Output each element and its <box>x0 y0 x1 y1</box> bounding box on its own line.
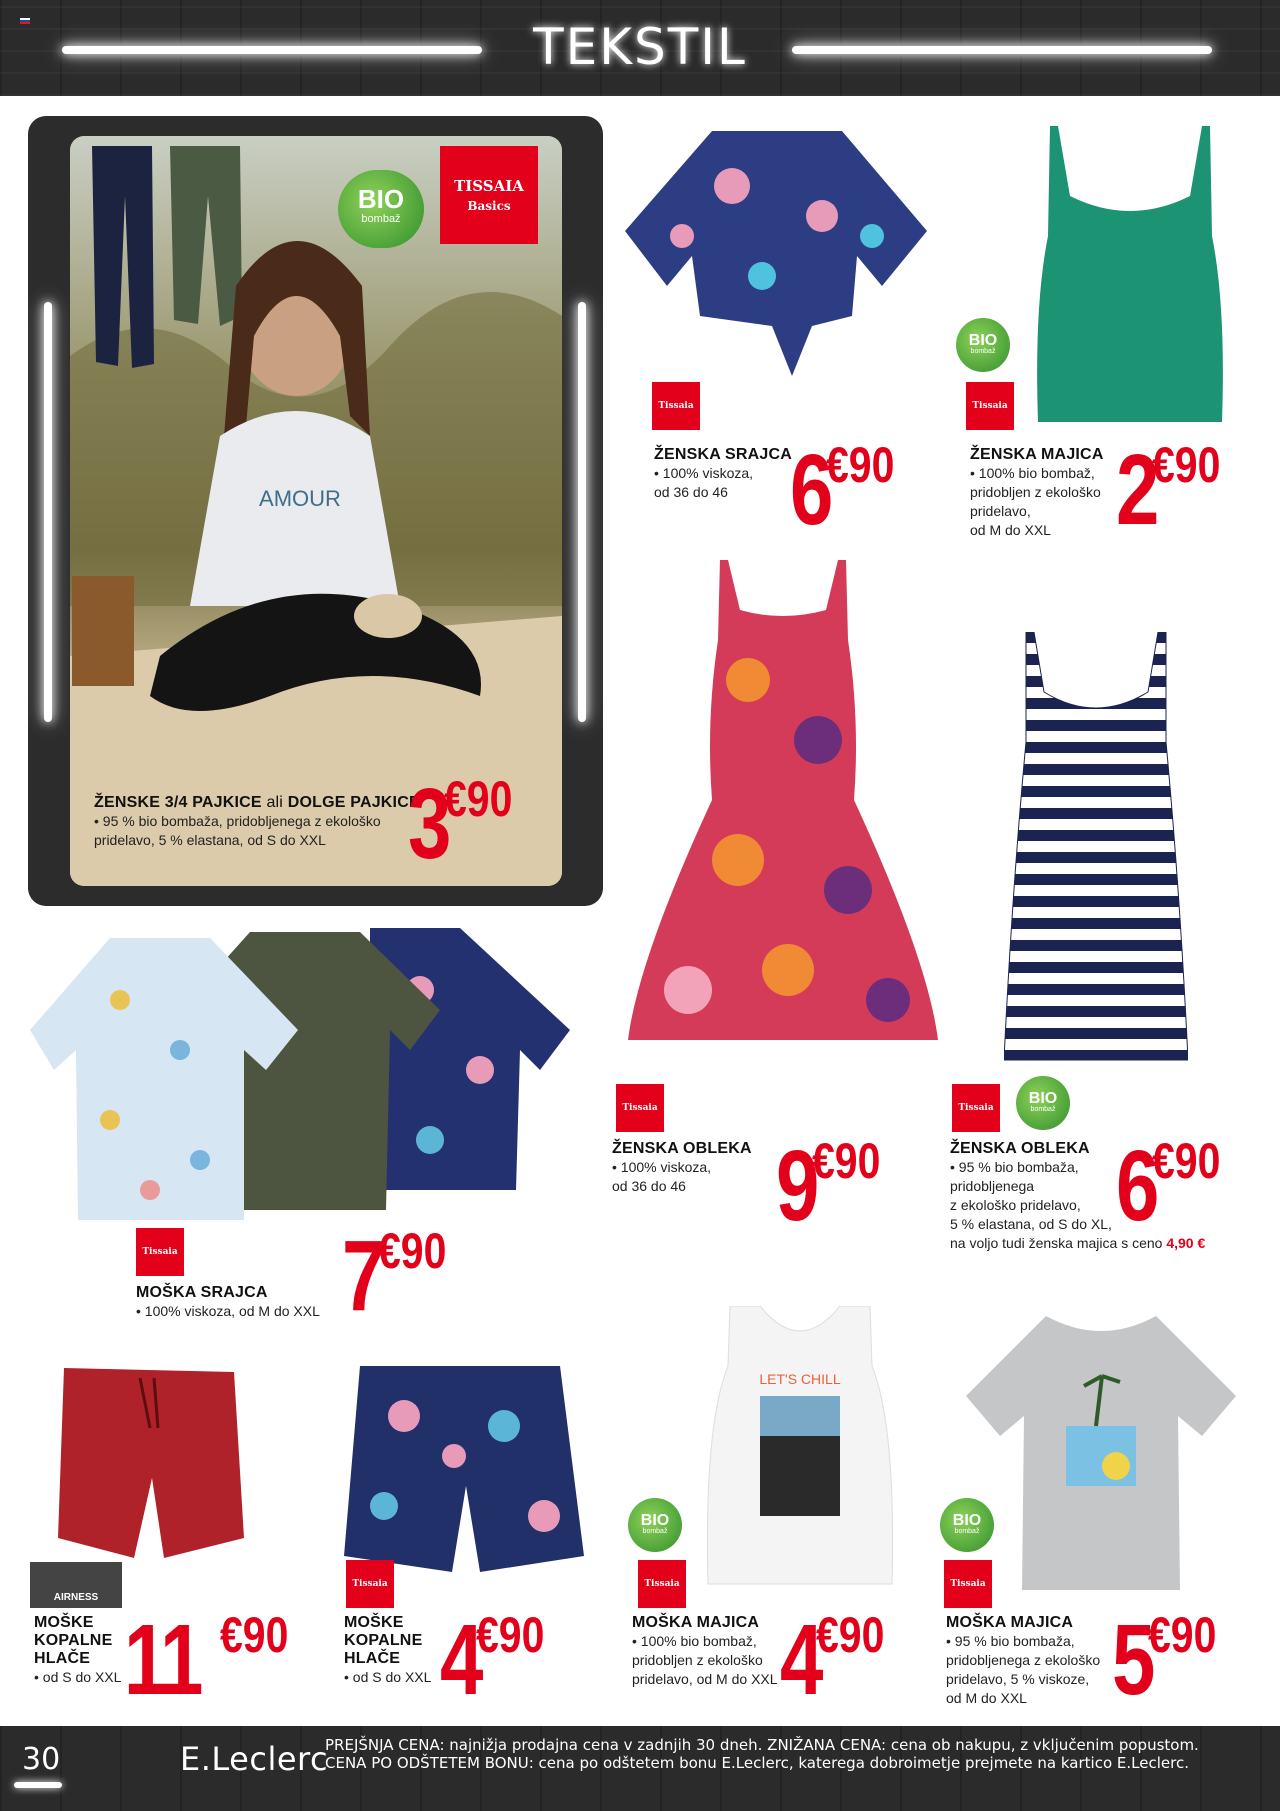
header-bar <box>0 0 1280 96</box>
mens-tshirt-label <box>946 1614 1126 1708</box>
womens-tank-label <box>970 446 1120 540</box>
product-desc-line: pridelavo, 5 % elastana, od S do XXL <box>94 832 326 848</box>
brand-name: Tissaia <box>352 1579 388 1589</box>
product-desc-line: • 100% bio bombaž, <box>632 1633 757 1649</box>
price-cents: €90 <box>377 1223 447 1279</box>
neon-underline <box>14 1782 62 1788</box>
print-text: LET'S CHILL <box>759 1371 841 1387</box>
mens-tank-price <box>780 1604 899 1716</box>
product-title: HLAČE <box>34 1650 91 1667</box>
product-title: MOŠKE <box>34 1614 94 1631</box>
tissaia-logo <box>136 1228 184 1276</box>
bio-label: BIO <box>968 332 998 349</box>
bio-label: BIO <box>640 1512 670 1529</box>
leggings-label <box>94 794 424 850</box>
tissaia-logo <box>616 1084 664 1132</box>
disclaimer-line: CENA PO ODŠTETEM BONU: cena po odštetem bonu E.Leclerc, katerega dobroimetje prejmete na kartico E.Leclerc. <box>325 1754 1189 1772</box>
brand-name: TISSAIA <box>454 177 524 195</box>
floral-swim-price <box>440 1604 559 1716</box>
product-title: MOŠKA MAJICA <box>946 1614 1074 1631</box>
bio-cotton-badge <box>956 318 1010 372</box>
mens-shirts-image <box>30 920 570 1220</box>
tissaia-logo <box>944 1560 992 1608</box>
product-title: ŽENSKA OBLEKA <box>612 1140 752 1157</box>
slovenia-flag-icon <box>20 18 30 24</box>
brand-name: Tissaia <box>658 401 694 411</box>
alt-item-price: 4,90 € <box>1166 1235 1206 1251</box>
womens-shirt-image <box>622 126 932 396</box>
mens-tank-image <box>700 1306 900 1586</box>
price-cents: €90 <box>219 1607 289 1663</box>
product-title: ŽENSKA SRAJCA <box>654 446 793 463</box>
product-desc-line: od 36 do 46 <box>612 1178 686 1194</box>
product-desc-line: pridobljen z ekološko <box>632 1652 763 1668</box>
womens-tank-price <box>1116 434 1235 546</box>
product-title: MOŠKE <box>344 1614 404 1631</box>
bio-label: BIO <box>357 184 405 214</box>
page-number: 30 <box>22 1742 61 1777</box>
floral-dress-price <box>776 1130 895 1242</box>
bio-cotton-badge <box>940 1498 994 1552</box>
red-swim-shorts-image <box>54 1368 244 1568</box>
brand-logo: E.Leclerc <box>180 1740 329 1778</box>
bio-sublabel: bombaž <box>1030 1106 1056 1113</box>
brand-name: Tissaia <box>622 1103 658 1113</box>
striped-dress-price <box>1116 1130 1235 1242</box>
red-swim-price <box>124 1604 303 1716</box>
product-title: KOPALNE <box>34 1632 113 1649</box>
tissaia-logo <box>966 382 1014 430</box>
product-desc-line: • 95 % bio bombaža, pridobljenega z ekološko <box>94 813 381 829</box>
bio-cotton-badge <box>1016 1076 1070 1130</box>
price-euros: 6 <box>1116 1130 1157 1242</box>
bio-label: BIO <box>1028 1090 1058 1107</box>
brand-name: Tissaia <box>644 1579 680 1589</box>
product-title: MOŠKA SRAJCA <box>136 1284 268 1301</box>
bio-cotton-badge <box>628 1498 682 1552</box>
price-euros: 2 <box>1116 434 1157 546</box>
footer-bar <box>0 1726 1280 1811</box>
price-euros: 4 <box>440 1604 481 1716</box>
striped-dress-image <box>1004 632 1188 1062</box>
price-euros: 11 <box>124 1604 201 1716</box>
product-title: ŽENSKA OBLEKA <box>950 1140 1090 1157</box>
mens-tshirt-image <box>966 1316 1236 1592</box>
product-desc-line: pridobljen z ekološko <box>970 484 1101 500</box>
product-desc-line: • 95 % bio bombaža, <box>946 1633 1075 1649</box>
tissaia-logo <box>638 1560 686 1608</box>
womens-shirt-price <box>790 434 909 546</box>
brand-name: Tissaia <box>958 1103 994 1113</box>
price-cents: €90 <box>443 771 513 827</box>
price-euros: 7 <box>342 1220 383 1332</box>
product-desc-line: • 95 % bio bombaža, <box>950 1159 1079 1175</box>
product-title: ŽENSKE 3/4 PAJKICE <box>94 794 262 811</box>
floral-swim-label <box>344 1614 444 1687</box>
product-desc-line: pridelavo, <box>970 503 1031 519</box>
floral-swim-shorts-image <box>344 1366 584 1576</box>
floral-dress-image <box>628 560 938 1050</box>
brand-subname: Basics <box>467 199 511 213</box>
product-desc-line: od M do XXL <box>946 1690 1027 1706</box>
product-desc-line: pridelavo, od M do XXL <box>632 1671 778 1687</box>
section-title: TEKSTIL <box>533 18 747 76</box>
price-euros: 5 <box>1112 1604 1153 1716</box>
tissaia-logo <box>952 1084 1000 1132</box>
product-title: ŽENSKA MAJICA <box>970 446 1104 463</box>
product-desc-line: 5 % elastana, od S do XL, <box>950 1216 1112 1232</box>
womens-shirt-label <box>654 446 804 502</box>
product-desc-line: • 100% viskoza, od M do XXL <box>136 1303 320 1319</box>
product-desc-line: • 100% bio bombaž, <box>970 465 1095 481</box>
bio-cotton-badge <box>338 170 424 248</box>
product-desc-line: • od S do XXL <box>344 1669 432 1685</box>
product-title-conjunction: ali <box>266 794 284 811</box>
neon-light-right <box>792 46 1212 54</box>
mens-shirt-price <box>342 1220 461 1332</box>
mens-tank-label <box>632 1614 802 1689</box>
price-euros: 4 <box>780 1604 821 1716</box>
product-desc-line: • 100% viskoza, <box>612 1159 712 1175</box>
price-cents: €90 <box>1147 1607 1217 1663</box>
womens-tank-image <box>1030 126 1230 426</box>
product-title: HLAČE <box>344 1650 401 1667</box>
price-cents: €90 <box>811 1133 881 1189</box>
airness-logo <box>30 1562 122 1608</box>
product-desc-line: • od S do XXL <box>34 1669 122 1685</box>
price-cents: €90 <box>475 1607 545 1663</box>
price-cents: €90 <box>1151 1133 1221 1189</box>
brand-name: AIRNESS <box>53 1592 99 1603</box>
floral-dress-label <box>612 1140 762 1196</box>
product-desc-line: z ekološko pridelavo, <box>950 1197 1081 1213</box>
bio-sublabel: bombaž <box>361 213 401 225</box>
price-cents: €90 <box>1151 437 1221 493</box>
bio-sublabel: bombaž <box>954 1528 980 1535</box>
product-title: MOŠKA MAJICA <box>632 1614 760 1631</box>
red-swim-label <box>34 1614 134 1687</box>
product-desc-line: pridelavo, 5 % viskoze, <box>946 1671 1090 1687</box>
bio-sublabel: bombaž <box>970 348 996 355</box>
product-desc-line: pridobljenega z ekološko <box>946 1652 1101 1668</box>
tissaia-logo <box>652 382 700 430</box>
bio-sublabel: bombaž <box>642 1528 668 1535</box>
shirt-print: AMOUR <box>259 486 341 511</box>
product-desc-line: • 100% viskoza, <box>654 465 754 481</box>
price-euros: 9 <box>776 1130 817 1242</box>
product-desc-line: pridobljenega <box>950 1178 1035 1194</box>
price-euros: 6 <box>790 434 831 546</box>
mens-shirt-label <box>136 1284 356 1321</box>
product-desc-line: od 36 do 46 <box>654 484 728 500</box>
neon-light-left <box>62 46 482 54</box>
product-title-alt: DOLGE PAJKICE <box>287 794 420 811</box>
brand-name: Tissaia <box>950 1579 986 1589</box>
neon-light-vertical-right <box>578 302 586 722</box>
neon-light-vertical-left <box>44 302 52 722</box>
product-title: KOPALNE <box>344 1632 423 1649</box>
tissaia-logo <box>346 1560 394 1608</box>
price-cents: €90 <box>815 1607 885 1663</box>
product-desc-line: od M do XXL <box>970 522 1051 538</box>
disclaimer-line: PREJŠNJA CENA: najnižja prodajna cena v zadnjih 30 dneh. ZNIŽANA CENA: cena ob nakupu, z vključenim popustom. <box>325 1736 1199 1754</box>
tissaia-basics-logo <box>440 146 538 244</box>
mens-tshirt-price <box>1112 1604 1231 1716</box>
brand-name: Tissaia <box>972 401 1008 411</box>
leggings-price <box>408 768 527 880</box>
bio-label: BIO <box>952 1512 982 1529</box>
product-desc-line: na voljo tudi ženska majica s ceno <box>950 1235 1163 1251</box>
price-cents: €90 <box>825 437 895 493</box>
price-euros: 3 <box>408 768 449 880</box>
brand-name: Tissaia <box>142 1247 178 1257</box>
price-disclaimer <box>325 1736 1265 1772</box>
